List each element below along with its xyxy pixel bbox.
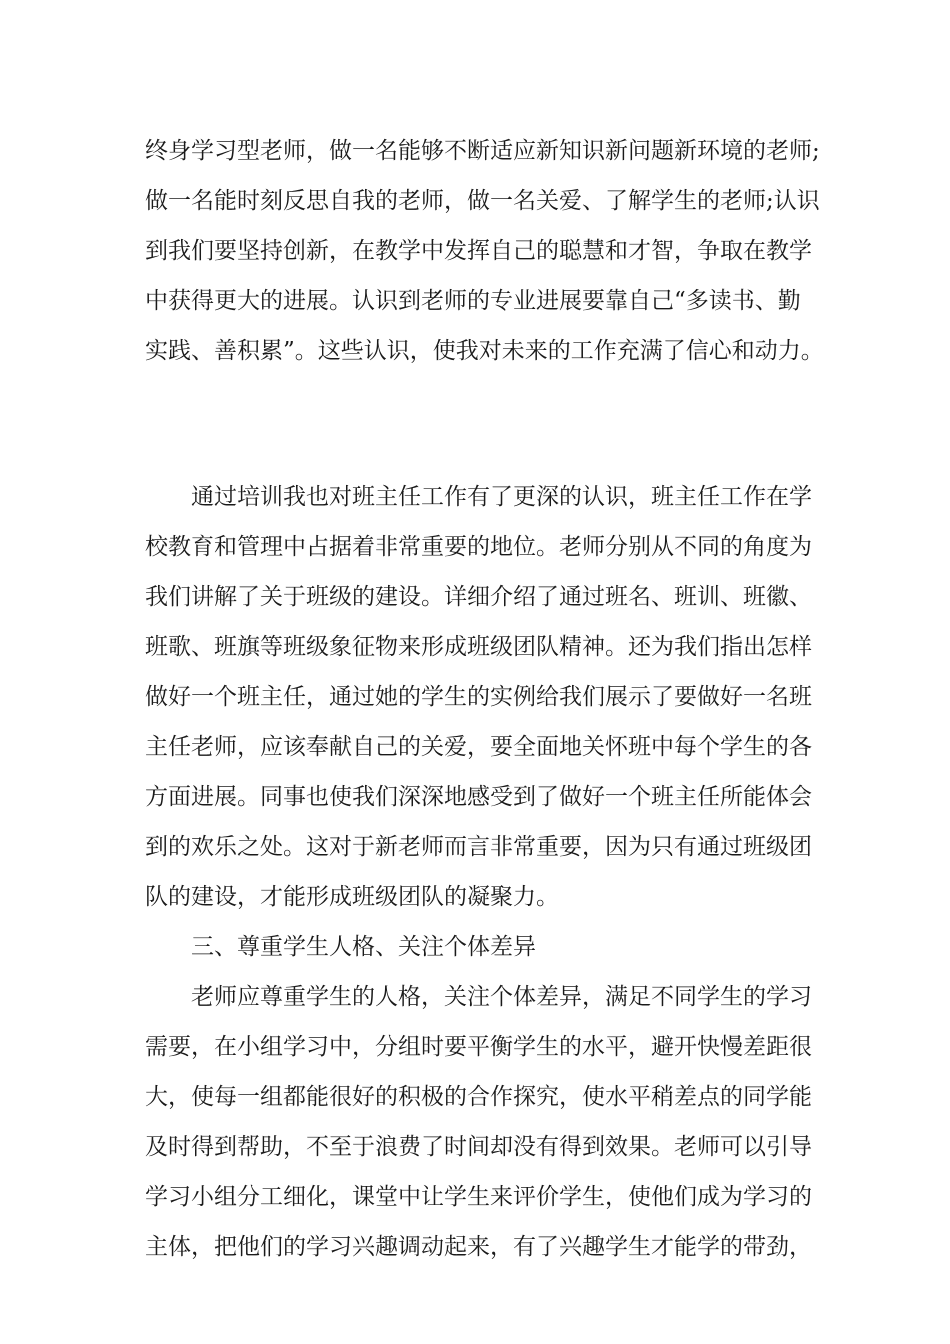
text-line: 做一名能时刻反思自我的老师，做一名关爱、了解学生的老师;认识 [145,188,820,214]
text-line: 终身学习型老师，做一名能够不断适应新知识新问题新环境的老师; [145,138,820,164]
text-line: 大，使每一组都能很好的积极的合作探究，使水平稍差点的同学能 [145,1084,812,1110]
text-line: 到的欢乐之处。这对于新老师而言非常重要，因为只有通过班级团 [145,834,812,860]
section-heading: 三、尊重学生人格、关注个体差异 [191,934,536,960]
paragraph-1 [145,126,825,376]
text-line: 学习小组分工细化，课堂中让学生来评价学生，使他们成为学习的 [145,1184,812,1210]
document-page [145,126,825,1272]
text-line: 主任老师，应该奉献自己的关爱，要全面地关怀班中每个学生的各 [145,734,812,760]
text-line: 中获得更大的进展。认识到老师的专业进展要靠自己“多读书、勤 [145,288,801,314]
text-line: 做好一个班主任，通过她的学生的实例给我们展示了要做好一名班 [145,684,812,710]
text-line: 通过培训我也对班主任工作有了更深的认识，班主任工作在学 [191,484,812,510]
text-line: 及时得到帮助，不至于浪费了时间却没有得到效果。老师可以引导 [145,1134,812,1160]
text-line: 实践、善积累”。这些认识，使我对未来的工作充满了信心和动力。 [145,338,824,364]
paragraph-3 [145,972,825,1272]
text-line: 需要，在小组学习中，分组时要平衡学生的水平，避开快慢差距很 [145,1034,812,1060]
paragraph-2 [145,472,825,922]
text-line: 到我们要坚持创新，在教学中发挥自己的聪慧和才智，争取在教学 [145,238,812,264]
text-line: 队的建设，才能形成班级团队的凝聚力。 [145,884,559,910]
text-line: 老师应尊重学生的人格，关注个体差异，满足不同学生的学习 [191,984,812,1010]
paragraph-gap [145,376,825,472]
text-line: 主体，把他们的学习兴趣调动起来，有了兴趣学生才能学的带劲， [145,1234,812,1260]
text-line: 我们讲解了关于班级的建设。详细介绍了通过班名、班训、班徽、 [145,584,812,610]
text-line: 班歌、班旗等班级象征物来形成班级团队精神。还为我们指出怎样 [145,634,812,660]
text-line: 方面进展。同事也使我们深深地感受到了做好一个班主任所能体会 [145,784,812,810]
text-line: 校教育和管理中占据着非常重要的地位。老师分别从不同的角度为 [145,534,812,560]
